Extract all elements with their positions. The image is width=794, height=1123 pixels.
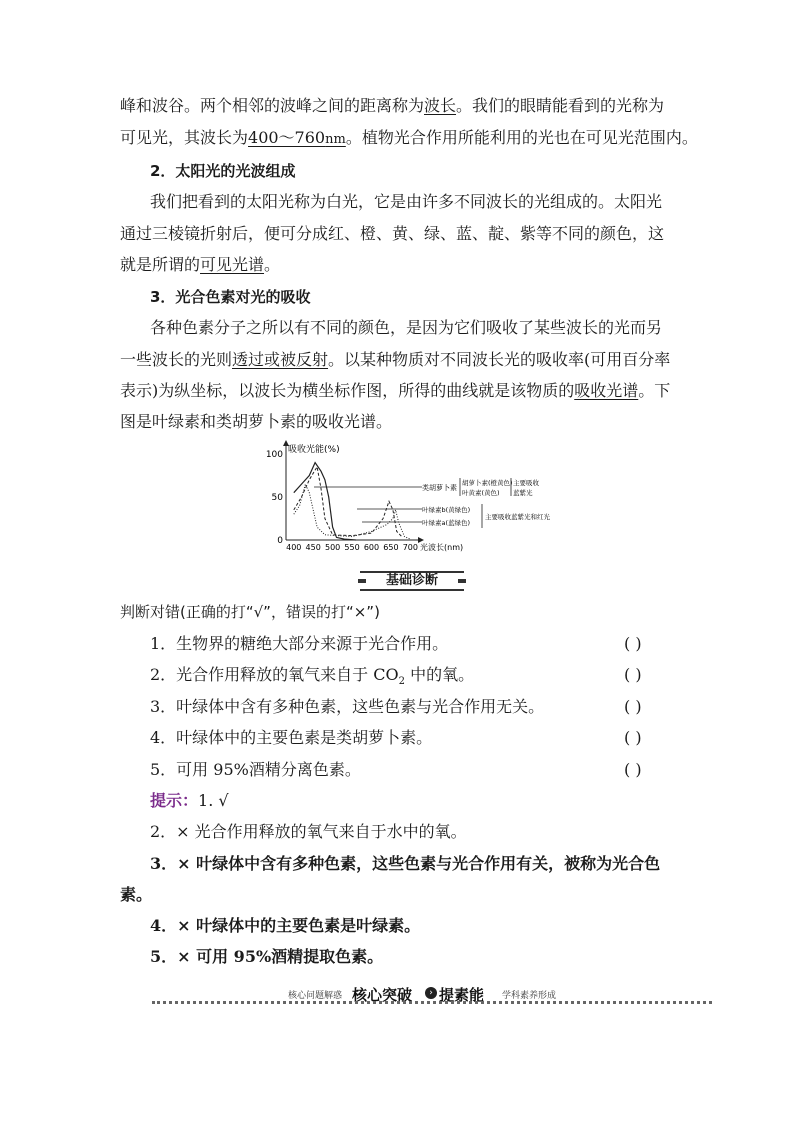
paragraph-1-line-2 — [120, 127, 698, 151]
text: 就是所谓的 — [120, 255, 201, 274]
x-tick-label: 500 — [324, 543, 341, 552]
answer-line-2: 2．× 光合作用释放的氧气来自于水中的氧。 — [150, 822, 467, 841]
text: 。 — [264, 255, 281, 274]
answer-line-3: 3．× 叶绿体中含有多种色素，这些色素与光合作用有关，被称为光合色 — [150, 854, 661, 873]
text: 。我们的眼睛能看到的光称为 — [456, 96, 665, 115]
text: 中的氧。 — [405, 665, 475, 684]
quiz-answer-blank-1[interactable]: ( ) — [624, 634, 642, 653]
quiz-answer-blank-3[interactable]: ( ) — [624, 697, 642, 716]
paragraph-2-line-2: 通过三棱镜折射后，便可分成红、橙、黄、绿、蓝、靛、紫等不同的颜色，这 — [120, 224, 665, 243]
heading-3: 3．光合色素对光的吸收 — [150, 288, 311, 306]
absorption-spectrum-chart — [262, 440, 572, 560]
answer-1: 1. √ — [198, 791, 229, 810]
text: 一些波长的光则 — [120, 350, 233, 369]
x-tick-label: 600 — [363, 543, 380, 552]
x-tick-label: 650 — [383, 543, 399, 552]
heading-2: 2．太阳光的光波组成 — [150, 162, 296, 180]
answer-line-1 — [150, 790, 229, 812]
answer-line-5: 5．× 可用 95%酒精提取色素。 — [150, 947, 384, 966]
footer-title-ability: 提素能 — [439, 986, 485, 1004]
text: 。下 — [638, 381, 671, 400]
label-chl-b: 叶绿素b(黄绿色) — [422, 506, 471, 514]
label-carotene: 胡萝卜素(橙黄色) — [462, 479, 513, 487]
subscript: 2 — [398, 676, 406, 688]
x-tick-label: 550 — [344, 543, 360, 552]
hint-label: 提示： — [150, 791, 199, 810]
label-xanthophyll: 叶黄素(黄色) — [462, 489, 500, 497]
section-badge-basic-diagnosis: 基础诊断 — [360, 571, 464, 591]
series-line-1 — [294, 463, 356, 540]
range-value: 400～760 — [248, 128, 326, 147]
quiz-answer-blank-5[interactable]: ( ) — [624, 760, 642, 779]
x-tick-label: 450 — [305, 543, 321, 552]
quiz-item-5: 5．可用 95%酒精分离色素。 — [150, 760, 361, 779]
label-main-absorb-1: 主要吸收 — [513, 479, 539, 487]
paragraph-2-line-3 — [120, 254, 280, 276]
series-layer — [294, 463, 411, 540]
y-ticks — [266, 450, 283, 546]
quiz-answer-blank-4[interactable]: ( ) — [624, 728, 642, 747]
quiz-item-3: 3．叶绿体中含有多种色素，这些色素与光合作用无关。 — [150, 697, 545, 716]
label-main-absorb-red: 主要吸收蓝紫光和红光 — [485, 513, 550, 521]
y-tick-label: 50 — [271, 493, 283, 503]
x-tick-label: 700 — [402, 543, 418, 552]
label-carotenoid: 类胡萝卜素 — [422, 484, 457, 492]
quiz-item-4: 4．叶绿体中的主要色素是类胡萝卜素。 — [150, 728, 433, 747]
x-tick-label: 400 — [286, 543, 302, 552]
footer-right-caption: 学科素养形成 — [502, 991, 557, 1001]
footer-dotted-rule — [152, 1001, 712, 1004]
paragraph-2-line-1: 我们把看到的太阳光称为白光，它是由许多不同波长的光组成的。太阳光 — [150, 192, 663, 211]
footer-left-caption: 核心问题解惑 — [288, 991, 343, 1001]
range-unit: nm — [325, 132, 346, 147]
x-axis-label: 光波长(nm) — [420, 543, 464, 552]
y-tick-label: 100 — [265, 450, 283, 460]
paragraph-3-line-4: 图是叶绿素和类胡萝卜素的吸收光谱。 — [120, 412, 393, 431]
text: 。以某种物质对不同波长光的吸收率(可用百分率 — [328, 350, 671, 369]
text: 表示)为纵坐标，以波长为横坐标作图，所得的曲线就是该物质的 — [120, 381, 575, 400]
section-footer-banner — [152, 984, 712, 1004]
paragraph-3-line-1: 各种色素分子之所以有不同的颜色，是因为它们吸收了某些波长的光而另 — [150, 318, 663, 337]
label-chl-a: 叶绿素a(蓝绿色) — [422, 519, 471, 527]
text: 可见光，其波长为 — [120, 128, 249, 147]
underlined-term-visible-spectrum: 可见光谱 — [200, 255, 265, 274]
arrow-right-icon: › — [425, 987, 437, 999]
paragraph-3-line-3 — [120, 380, 670, 402]
chart-legend — [314, 478, 551, 528]
quiz-answer-blank-2[interactable]: ( ) — [624, 665, 642, 684]
quiz-item-2 — [150, 664, 474, 693]
quiz-instruction: 判断对错(正确的打“√”，错误的打“×”) — [120, 603, 380, 621]
label-main-absorb-2: 蓝紫光 — [513, 489, 533, 497]
underlined-term-transmit-reflect: 透过或被反射 — [232, 350, 329, 369]
paragraph-1-line-1 — [120, 95, 664, 117]
y-tick-label: 0 — [277, 536, 283, 546]
underlined-term-wavelength: 波长 — [424, 96, 457, 115]
text: 。植物光合作用所能利用的光也在可见光范围内。 — [345, 128, 698, 147]
underlined-range — [248, 128, 346, 147]
quiz-item-1: 1．生物界的糖绝大部分来源于光合作用。 — [150, 634, 449, 653]
x-ticks — [286, 543, 418, 552]
answer-line-3-cont: 素。 — [120, 885, 153, 904]
text: 2．光合作用释放的氧气来自于 CO — [150, 665, 399, 684]
text: 峰和波谷。两个相邻的波峰之间的距离称为 — [120, 96, 425, 115]
y-axis-label: 吸收光能(%) — [288, 445, 340, 455]
underlined-term-absorption-spectrum: 吸收光谱 — [574, 381, 639, 400]
paragraph-3-line-2 — [120, 349, 670, 371]
footer-title-core: 核心突破 — [352, 986, 413, 1004]
series-line-2 — [294, 467, 403, 538]
answer-line-4: 4．× 叶绿体中的主要色素是叶绿素。 — [150, 916, 421, 935]
